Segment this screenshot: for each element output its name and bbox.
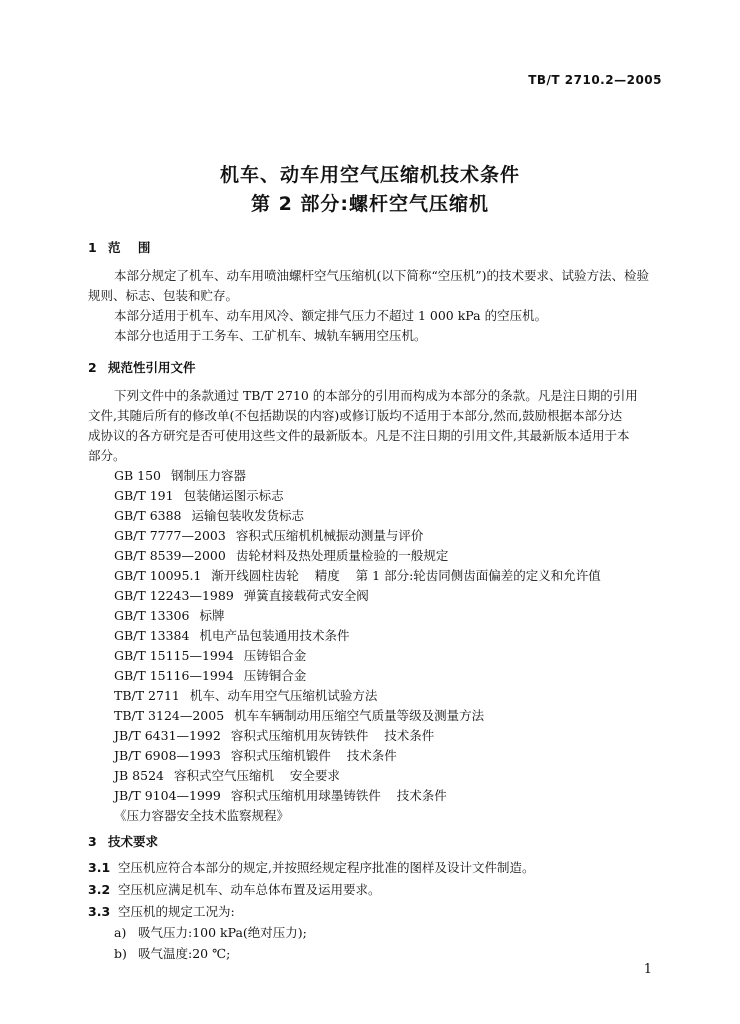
section-2-heading: [88, 358, 196, 376]
section-title: 技术要求: [108, 834, 159, 849]
paragraph-line: 本部分适用于机车、动车用风冷、额定排气压力不超过 1 000 kPa 的空压机。: [114, 308, 548, 323]
reference-code: GB/T 7777—2003: [114, 528, 226, 543]
reference-code: GB/T 6388: [114, 508, 182, 523]
reference-code: JB/T 6431—1992: [114, 728, 221, 743]
clause-number: 3.1: [88, 860, 111, 875]
section-title: 规范性引用文件: [108, 360, 196, 375]
paragraph-line: 部分。: [88, 448, 126, 463]
document-subtitle: 第 2 部分:螺杆空气压缩机: [250, 193, 490, 215]
reference-code: GB/T 15116—1994: [114, 668, 234, 683]
reference-item: [114, 786, 447, 804]
reference-title: 包装储运图示标志: [183, 488, 284, 503]
reference-title: 容积式空气压缩机 安全要求: [173, 768, 340, 783]
reference-item: [114, 506, 304, 524]
list-item-marker: b): [114, 946, 127, 961]
section-title: 范 围: [108, 240, 151, 255]
clause-item: [88, 858, 534, 876]
reference-code: JB/T 9104—1999: [114, 788, 221, 803]
reference-title: 机车、动车用空气压缩机试验方法: [189, 688, 378, 703]
reference-code: GB/T 13384: [114, 628, 190, 643]
reference-item: [114, 606, 224, 624]
reference-code: JB/T 6908—1993: [114, 748, 221, 763]
reference-item: [114, 466, 246, 484]
reference-code: GB/T 191: [114, 488, 174, 503]
reference-item: [114, 766, 340, 784]
reference-item: [114, 526, 423, 544]
reference-title: 压铸铝合金: [243, 648, 307, 663]
reference-code: GB/T 10095.1: [114, 568, 202, 583]
reference-item: [114, 706, 484, 724]
reference-title: 弹簧直接载荷式安全阀: [243, 588, 369, 603]
reference-code: TB/T 2711: [114, 688, 180, 703]
reference-title: 运输包装收发货标志: [191, 508, 305, 523]
clause-text: 空压机应满足机车、动车总体布置及运用要求。: [118, 882, 381, 897]
paragraph-line: 本部分也适用于工务车、工矿机车、城轨车辆用空压机。: [114, 328, 427, 343]
reference-item: [114, 726, 434, 744]
list-item: [114, 944, 230, 962]
reference-item: [114, 646, 306, 664]
reference-item: [114, 666, 306, 684]
section-number: 2: [88, 360, 97, 375]
clause-number: 3.2: [88, 882, 111, 897]
reference-title: 容积式压缩机锻件 技术条件: [230, 748, 397, 763]
clause-number: 3.3: [88, 904, 111, 919]
reference-title: 《压力容器安全技术监察规程》: [114, 808, 290, 823]
paragraph-line: 规则、标志、包装和贮存。: [88, 288, 239, 303]
reference-item: [114, 546, 448, 564]
reference-title: 齿轮材料及热处理质量检验的一般规定: [235, 548, 449, 563]
reference-item: [114, 566, 601, 584]
reference-item: [114, 806, 289, 824]
clause-item: [88, 902, 235, 920]
clause-text: 空压机应符合本部分的规定,并按照经规定程序批准的图样及设计文件制造。: [118, 860, 535, 875]
reference-code: GB/T 13306: [114, 608, 190, 623]
reference-code: GB/T 8539—2000: [114, 548, 226, 563]
reference-code: TB/T 3124—2005: [114, 708, 225, 723]
page-number: 1: [643, 962, 652, 977]
clause-item: [88, 880, 381, 898]
reference-title: 机车车辆制动用压缩空气质量等级及测量方法: [234, 708, 485, 723]
reference-item: [114, 746, 397, 764]
reference-item: [114, 486, 284, 504]
section-number: 1: [88, 240, 97, 255]
reference-code: JB 8524: [114, 768, 164, 783]
reference-code: GB/T 15115—1994: [114, 648, 234, 663]
section-number: 3: [88, 834, 97, 849]
list-item-marker: a): [114, 925, 127, 940]
standard-code: TB/T 2710.2—2005: [528, 73, 662, 87]
reference-title: 机电产品包装通用技术条件: [199, 628, 350, 643]
paragraph-line: 成协议的各方研究是否可使用这些文件的最新版本。凡是不注日期的引用文件,其最新版本适用于本: [88, 428, 630, 443]
reference-code: GB 150: [114, 468, 162, 483]
reference-title: 容积式压缩机机械振动测量与评价: [235, 528, 424, 543]
reference-item: [114, 586, 369, 604]
section-1-heading: [88, 238, 150, 256]
section-3-heading: [88, 832, 158, 850]
reference-title: 压铸铜合金: [243, 668, 307, 683]
reference-title: 渐开线圆柱齿轮 精度 第 1 部分:轮齿同侧齿面偏差的定义和允许值: [211, 568, 601, 583]
clause-text: 空压机的规定工况为:: [118, 904, 235, 919]
reference-title: 标牌: [199, 608, 225, 623]
reference-title: 钢制压力容器: [171, 468, 247, 483]
list-item-text: 吸气温度:20 ℃;: [138, 946, 231, 961]
document-title: 机车、动车用空气压缩机技术条件: [219, 164, 520, 186]
paragraph-line: 下列文件中的条款通过 TB/T 2710 的本部分的引用而构成为本部分的条款。凡是注日期的引用: [114, 388, 638, 403]
paragraph-line: 本部分规定了机车、动车用喷油螺杆空气压缩机(以下简称“空压机”)的技术要求、试验方法、检验: [114, 268, 650, 283]
reference-item: [114, 686, 377, 704]
reference-title: 容积式压缩机用灰铸铁件 技术条件: [230, 728, 435, 743]
list-item: [114, 923, 307, 941]
reference-code: GB/T 12243—1989: [114, 588, 234, 603]
list-item-text: 吸气压力:100 kPa(绝对压力);: [138, 925, 307, 940]
paragraph-line: 文件,其随后所有的修改单(不包括勘误的内容)或修订版均不适用于本部分,然而,鼓励根据本部分达: [88, 408, 623, 423]
reference-title: 容积式压缩机用球墨铸铁件 技术条件: [230, 788, 447, 803]
reference-item: [114, 626, 349, 644]
